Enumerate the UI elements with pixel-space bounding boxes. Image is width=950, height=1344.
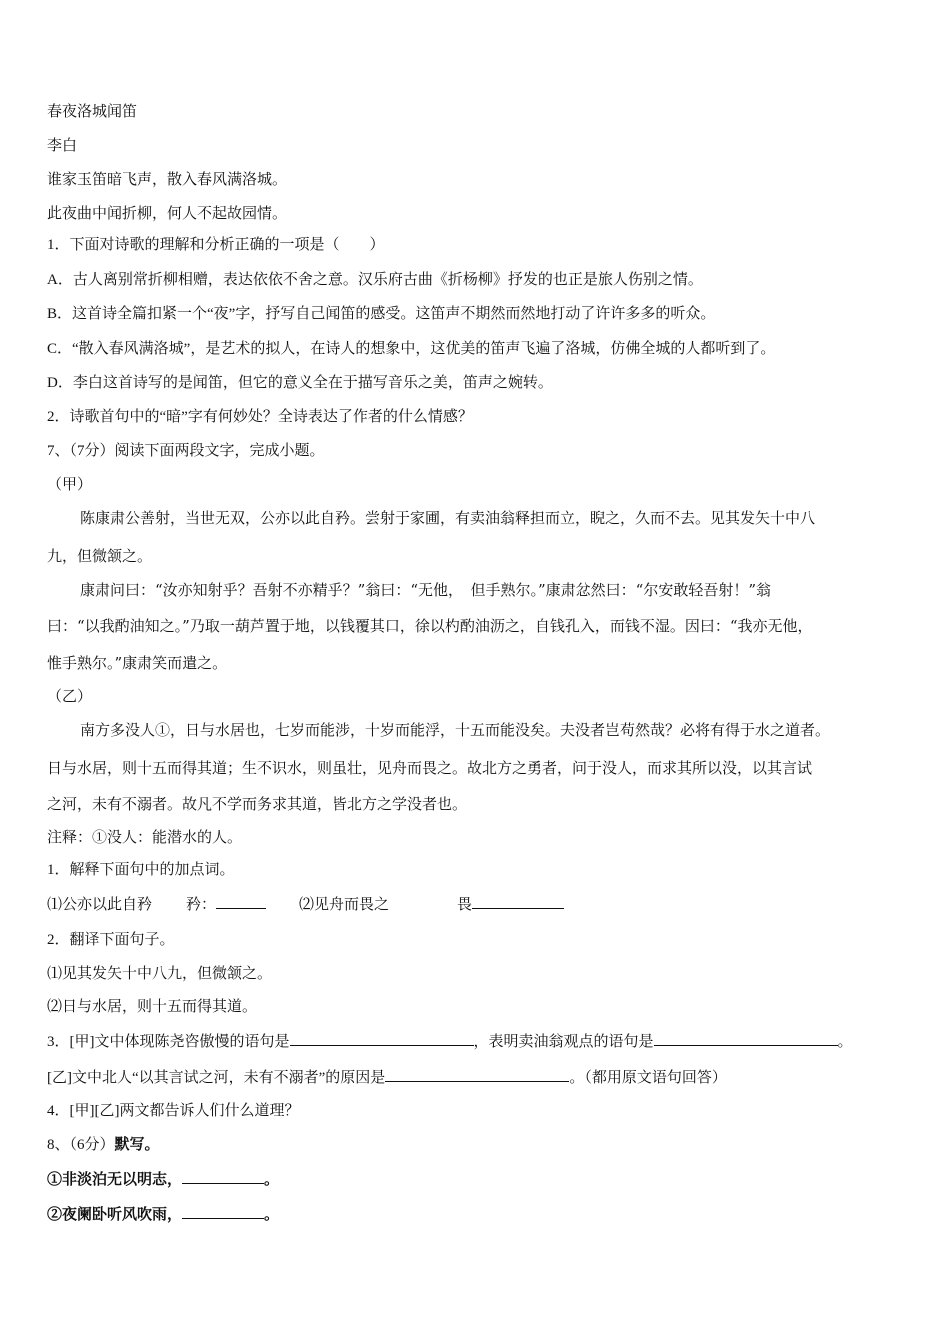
q8-header <box>47 1135 920 1155</box>
passage-yi-p1c: 之河，未有不溺者。故凡不学而务求其道，皆北方之学没者也。 <box>47 795 468 813</box>
s1b-text: ⑵见舟而畏之 <box>299 897 390 913</box>
answer-blank-3b[interactable] <box>385 1067 569 1082</box>
passage-jia-p1b: 九，但微颔之。 <box>47 547 153 565</box>
q8-item-1 <box>47 1169 920 1190</box>
question-1: 1．下面对诗歌的理解和分析正确的一项是（ ） <box>47 237 385 253</box>
s1a-word: 矜： <box>186 897 217 913</box>
s3a-prefix: 3．[甲]文中体现陈尧咨傲慢的语句是 <box>47 1034 290 1050</box>
passage-yi-p1a: 南方多没人①，日与水居也，七岁而能涉，十岁而能浮，十五而能没矣。夫没者岂苟然哉？必将有得于水之道者。 <box>80 721 831 739</box>
q8-header-score: 8、（6分） <box>47 1137 115 1153</box>
answer-blank-3a-1[interactable] <box>290 1031 474 1046</box>
passage-jia-p1a: 陈康肃公善射，当世无双，公亦以此自矜。尝射于家圃，有卖油翁释担而立，睨之，久而不去。见其发矢十中八 <box>80 509 816 527</box>
s3a-end: 。 <box>837 1034 853 1050</box>
q8-item-1-text: ①非淡泊无以明志， <box>47 1172 183 1188</box>
passage-jia-p2c: 惟手熟尔。”康肃笑而遣之。 <box>47 654 228 672</box>
s1b-word: 畏 <box>457 897 473 913</box>
answer-blank-8-2[interactable] <box>182 1204 264 1219</box>
q8-item-2 <box>47 1204 920 1225</box>
passage-jia-label: （甲） <box>47 475 93 493</box>
option-a: A．古人离别常折柳相赠，表达依依不舍之意。汉乐府古曲《折杨柳》抒发的也正是旅人伤别之情。 <box>47 272 703 288</box>
answer-blank-3a-2[interactable] <box>654 1031 838 1046</box>
q8-item-2-end: 。 <box>264 1207 280 1223</box>
passage-jia-p2a: 康肃问曰：“汝亦知射乎？吾射不亦精乎？”翁曰：“无他， 但手熟尔。”康肃忿然曰：“尔安敢轻吾射！”翁 <box>80 581 772 599</box>
s3b-end: 。（都用原文语句回答） <box>569 1070 727 1086</box>
poem-author: 李白 <box>47 136 78 154</box>
q8-header-title: 默写。 <box>114 1137 160 1153</box>
option-b: B．这首诗全篇扣紧一个“夜”字，抒写自己闻笛的感受。这笛声不期然而然地打动了许许多多的听众。 <box>47 306 716 322</box>
answer-blank-8-1[interactable] <box>182 1169 264 1184</box>
poem-line-1: 谁家玉笛暗飞声，散入春风满洛城。 <box>47 170 288 188</box>
annotation-note: 注释：①没人：能潜水的人。 <box>47 830 243 846</box>
sub-question-1-items <box>47 894 920 915</box>
sub-question-1: 1．解释下面句中的加点词。 <box>47 862 235 878</box>
sub-question-2b: ⑵日与水居，则十五而得其道。 <box>47 999 258 1015</box>
sub-question-2a: ⑴见其发矢十中八九，但微颔之。 <box>47 966 273 982</box>
question-2: 2．诗歌首句中的“暗”字有何妙处？全诗表达了作者的什么情感？ <box>47 409 473 425</box>
option-d: D．李白这首诗写的是闻笛，但它的意义全在于描写音乐之美，笛声之婉转。 <box>47 375 553 391</box>
sub-question-2: 2．翻译下面句子。 <box>47 932 175 948</box>
s3b-prefix: [乙]文中北人“以其言试之河，未有不溺者”的原因是 <box>47 1070 386 1086</box>
poem-title: 春夜洛城闻笛 <box>47 102 138 120</box>
q7-header: 7、（7分）阅读下面两段文字，完成小题。 <box>47 443 325 459</box>
answer-blank-1b[interactable] <box>472 894 564 909</box>
option-c: C．“散入春风满洛城”，是艺术的拟人，在诗人的想象中，这优美的笛声飞遍了洛城，仿佛全城的人都听到了。 <box>47 341 776 357</box>
sub-question-3a <box>47 1031 920 1052</box>
sub-question-3b <box>47 1067 920 1088</box>
sub-question-4: 4．[甲][乙]两文都告诉人们什么道理？ <box>47 1103 300 1119</box>
s3a-middle: ，表明卖油翁观点的语句是 <box>473 1034 654 1050</box>
passage-jia-p2b: 曰：“以我酌油知之。”乃取一葫芦置于地，以钱覆其口，徐以杓酌油沥之，自钱孔入，而钱不湿。因曰：“我亦无他， <box>47 617 813 635</box>
s1a-text: ⑴公亦以此自矜 <box>47 897 153 913</box>
q8-item-2-text: ②夜阑卧听风吹雨， <box>47 1207 183 1223</box>
q8-item-1-end: 。 <box>264 1172 280 1188</box>
passage-yi-label: （乙） <box>47 687 93 705</box>
poem-line-2: 此夜曲中闻折柳，何人不起故园情。 <box>47 204 288 222</box>
answer-blank-1a[interactable] <box>216 894 266 909</box>
passage-yi-p1b: 日与水居，则十五而得其道；生不识水，则虽壮，见舟而畏之。故北方之勇者，问于没人，而求其所以没，以其言试 <box>47 759 813 777</box>
